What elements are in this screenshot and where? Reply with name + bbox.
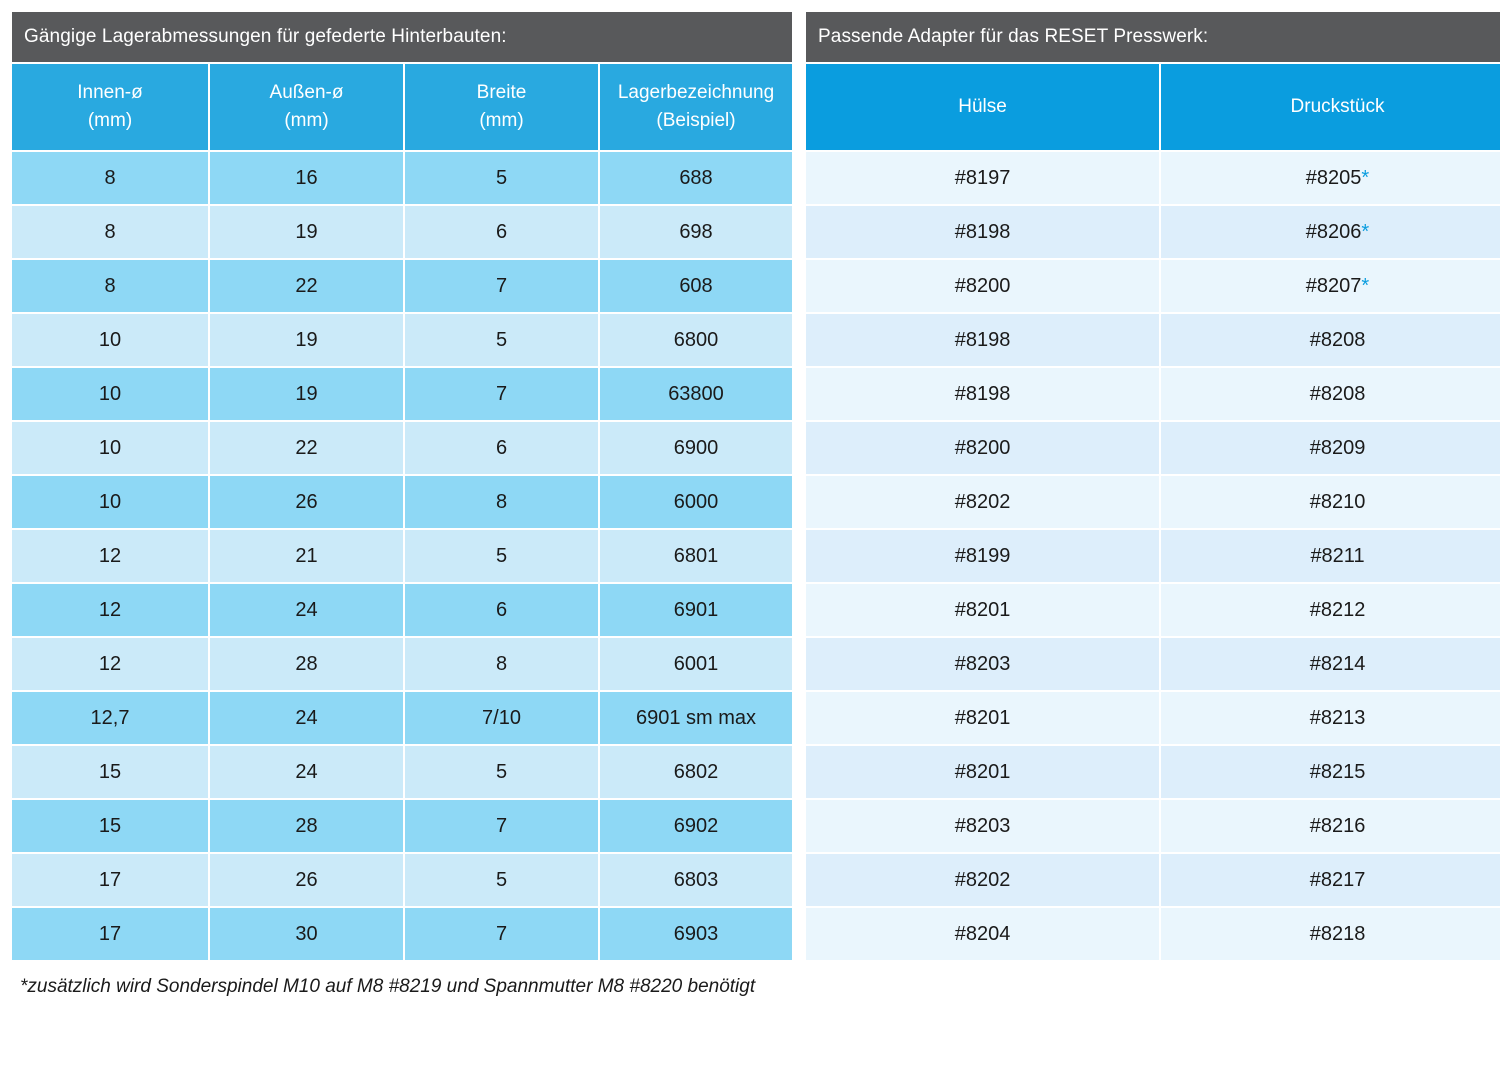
table-row bbox=[806, 530, 1500, 582]
table-row bbox=[806, 854, 1500, 906]
cell-huelse: #8203 bbox=[806, 800, 1159, 852]
druckstueck-value: #8206 bbox=[1305, 220, 1362, 243]
cell-designation: 6000 bbox=[600, 476, 792, 528]
table-row bbox=[12, 476, 792, 528]
cell-designation: 6801 bbox=[600, 530, 792, 582]
cell-designation: 608 bbox=[600, 260, 792, 312]
cell-designation: 698 bbox=[600, 206, 792, 258]
cell-width: 7 bbox=[405, 368, 598, 420]
cell-druckstueck bbox=[1161, 152, 1500, 204]
table-row bbox=[12, 260, 792, 312]
cell-width: 5 bbox=[405, 854, 598, 906]
cell-huelse: #8199 bbox=[806, 530, 1159, 582]
column-header-designation bbox=[600, 64, 792, 150]
cell-druckstueck: #8209 bbox=[1161, 422, 1500, 474]
table-row bbox=[806, 692, 1500, 744]
table-row bbox=[12, 422, 792, 474]
table-row bbox=[12, 638, 792, 690]
table-row bbox=[806, 260, 1500, 312]
cell-inner-diameter: 12 bbox=[12, 638, 208, 690]
cell-huelse: #8201 bbox=[806, 746, 1159, 798]
right-title-row bbox=[806, 12, 1500, 62]
cell-huelse: #8202 bbox=[806, 476, 1159, 528]
cell-outer-diameter: 24 bbox=[210, 746, 403, 798]
cell-inner-diameter: 17 bbox=[12, 854, 208, 906]
footnote-star: * bbox=[1361, 166, 1370, 189]
table-row bbox=[806, 746, 1500, 798]
right-table-body bbox=[806, 152, 1500, 960]
table-row bbox=[806, 368, 1500, 420]
cell-width: 6 bbox=[405, 206, 598, 258]
cell-inner-diameter: 15 bbox=[12, 800, 208, 852]
cell-druckstueck bbox=[1161, 260, 1500, 312]
cell-designation: 6001 bbox=[600, 638, 792, 690]
cell-designation: 6901 bbox=[600, 584, 792, 636]
table-row bbox=[12, 152, 792, 204]
cell-druckstueck bbox=[1161, 206, 1500, 258]
cell-outer-diameter: 19 bbox=[210, 206, 403, 258]
left-table-title: Gängige Lagerabmessungen für gefederte Hinterbauten: bbox=[12, 12, 792, 62]
cell-huelse: #8202 bbox=[806, 854, 1159, 906]
table-row bbox=[806, 638, 1500, 690]
table-row bbox=[12, 368, 792, 420]
header-line-1: Außen-ø bbox=[269, 82, 344, 104]
cell-width: 5 bbox=[405, 152, 598, 204]
cell-inner-diameter: 12,7 bbox=[12, 692, 208, 744]
table-row bbox=[806, 152, 1500, 204]
right-header-row bbox=[806, 64, 1500, 150]
cell-width: 7 bbox=[405, 260, 598, 312]
cell-outer-diameter: 30 bbox=[210, 908, 403, 960]
cell-outer-diameter: 16 bbox=[210, 152, 403, 204]
cell-druckstueck: #8214 bbox=[1161, 638, 1500, 690]
cell-outer-diameter: 24 bbox=[210, 692, 403, 744]
table-row bbox=[12, 584, 792, 636]
cell-inner-diameter: 17 bbox=[12, 908, 208, 960]
cell-huelse: #8198 bbox=[806, 314, 1159, 366]
table-row bbox=[12, 908, 792, 960]
cell-designation: 6803 bbox=[600, 854, 792, 906]
cell-designation: 63800 bbox=[600, 368, 792, 420]
cell-width: 8 bbox=[405, 638, 598, 690]
cell-inner-diameter: 10 bbox=[12, 314, 208, 366]
table-row bbox=[806, 908, 1500, 960]
cell-inner-diameter: 8 bbox=[12, 152, 208, 204]
cell-druckstueck: #8210 bbox=[1161, 476, 1500, 528]
cell-designation: 6802 bbox=[600, 746, 792, 798]
table-row bbox=[12, 800, 792, 852]
cell-druckstueck: #8217 bbox=[1161, 854, 1500, 906]
table-row bbox=[12, 692, 792, 744]
left-table-body bbox=[12, 152, 792, 960]
cell-druckstueck: #8216 bbox=[1161, 800, 1500, 852]
table-row bbox=[806, 422, 1500, 474]
column-header-width bbox=[405, 64, 598, 150]
footnote-text: *zusätzlich wird Sonderspindel M10 auf M8 #8219 und Spannmutter M8 #8220 benötigt bbox=[20, 976, 756, 997]
cell-width: 5 bbox=[405, 314, 598, 366]
cell-inner-diameter: 8 bbox=[12, 260, 208, 312]
cell-huelse: #8197 bbox=[806, 152, 1159, 204]
table-row bbox=[806, 584, 1500, 636]
header-line-1: Breite bbox=[476, 82, 527, 104]
table-row bbox=[806, 476, 1500, 528]
cell-width: 7 bbox=[405, 908, 598, 960]
column-header-huelse: Hülse bbox=[806, 64, 1159, 150]
footnote-star: * bbox=[1361, 220, 1370, 243]
cell-huelse: #8201 bbox=[806, 584, 1159, 636]
left-title-row bbox=[12, 12, 792, 62]
cell-druckstueck: #8211 bbox=[1161, 530, 1500, 582]
header-line-1: Lagerbezeichnung bbox=[617, 82, 775, 104]
cell-width: 6 bbox=[405, 584, 598, 636]
cell-width: 8 bbox=[405, 476, 598, 528]
table-row bbox=[12, 854, 792, 906]
druckstueck-value: #8207 bbox=[1305, 274, 1362, 297]
cell-druckstueck: #8208 bbox=[1161, 314, 1500, 366]
footnote-star: * bbox=[1361, 274, 1370, 297]
cell-width: 5 bbox=[405, 746, 598, 798]
cell-huelse: #8204 bbox=[806, 908, 1159, 960]
cell-outer-diameter: 21 bbox=[210, 530, 403, 582]
cell-huelse: #8200 bbox=[806, 260, 1159, 312]
cell-outer-diameter: 28 bbox=[210, 638, 403, 690]
cell-designation: 6902 bbox=[600, 800, 792, 852]
cell-width: 5 bbox=[405, 530, 598, 582]
table-row bbox=[12, 530, 792, 582]
cell-inner-diameter: 12 bbox=[12, 584, 208, 636]
cell-designation: 6800 bbox=[600, 314, 792, 366]
cell-inner-diameter: 10 bbox=[12, 422, 208, 474]
cell-outer-diameter: 22 bbox=[210, 260, 403, 312]
column-header-outer-diameter bbox=[210, 64, 403, 150]
cell-inner-diameter: 12 bbox=[12, 530, 208, 582]
header-line-2: (mm) bbox=[87, 110, 133, 131]
column-header-inner-diameter bbox=[12, 64, 208, 150]
table-row bbox=[12, 314, 792, 366]
header-line-2: (Beispiel) bbox=[656, 110, 736, 131]
cell-inner-diameter: 15 bbox=[12, 746, 208, 798]
table-row bbox=[12, 206, 792, 258]
cell-inner-diameter: 10 bbox=[12, 368, 208, 420]
cell-huelse: #8200 bbox=[806, 422, 1159, 474]
cell-outer-diameter: 19 bbox=[210, 368, 403, 420]
adapter-table bbox=[804, 10, 1500, 962]
right-table-title: Passende Adapter für das RESET Presswerk: bbox=[806, 12, 1500, 62]
cell-outer-diameter: 26 bbox=[210, 476, 403, 528]
left-header-row bbox=[12, 64, 792, 150]
druckstueck-value: #8205 bbox=[1305, 166, 1362, 189]
cell-designation: 6901 sm max bbox=[600, 692, 792, 744]
cell-designation: 688 bbox=[600, 152, 792, 204]
cell-designation: 6903 bbox=[600, 908, 792, 960]
tables-container bbox=[10, 10, 1490, 962]
cell-druckstueck: #8218 bbox=[1161, 908, 1500, 960]
bearing-dimensions-table bbox=[10, 10, 794, 962]
cell-outer-diameter: 19 bbox=[210, 314, 403, 366]
cell-outer-diameter: 22 bbox=[210, 422, 403, 474]
cell-width: 7 bbox=[405, 800, 598, 852]
cell-inner-diameter: 8 bbox=[12, 206, 208, 258]
cell-width: 6 bbox=[405, 422, 598, 474]
cell-inner-diameter: 10 bbox=[12, 476, 208, 528]
cell-huelse: #8203 bbox=[806, 638, 1159, 690]
column-header-druckstueck: Druckstück bbox=[1161, 64, 1500, 150]
cell-huelse: #8201 bbox=[806, 692, 1159, 744]
cell-druckstueck: #8212 bbox=[1161, 584, 1500, 636]
header-line-1: Innen-ø bbox=[77, 82, 143, 104]
cell-huelse: #8198 bbox=[806, 368, 1159, 420]
table-row bbox=[806, 206, 1500, 258]
table-row bbox=[806, 314, 1500, 366]
table-row bbox=[806, 800, 1500, 852]
cell-outer-diameter: 28 bbox=[210, 800, 403, 852]
cell-huelse: #8198 bbox=[806, 206, 1159, 258]
cell-outer-diameter: 26 bbox=[210, 854, 403, 906]
cell-designation: 6900 bbox=[600, 422, 792, 474]
header-line-2: (mm) bbox=[284, 110, 329, 131]
table-row bbox=[12, 746, 792, 798]
cell-width: 7/10 bbox=[405, 692, 598, 744]
cell-outer-diameter: 24 bbox=[210, 584, 403, 636]
cell-druckstueck: #8215 bbox=[1161, 746, 1500, 798]
cell-druckstueck: #8208 bbox=[1161, 368, 1500, 420]
cell-druckstueck: #8213 bbox=[1161, 692, 1500, 744]
header-line-2: (mm) bbox=[479, 110, 524, 131]
